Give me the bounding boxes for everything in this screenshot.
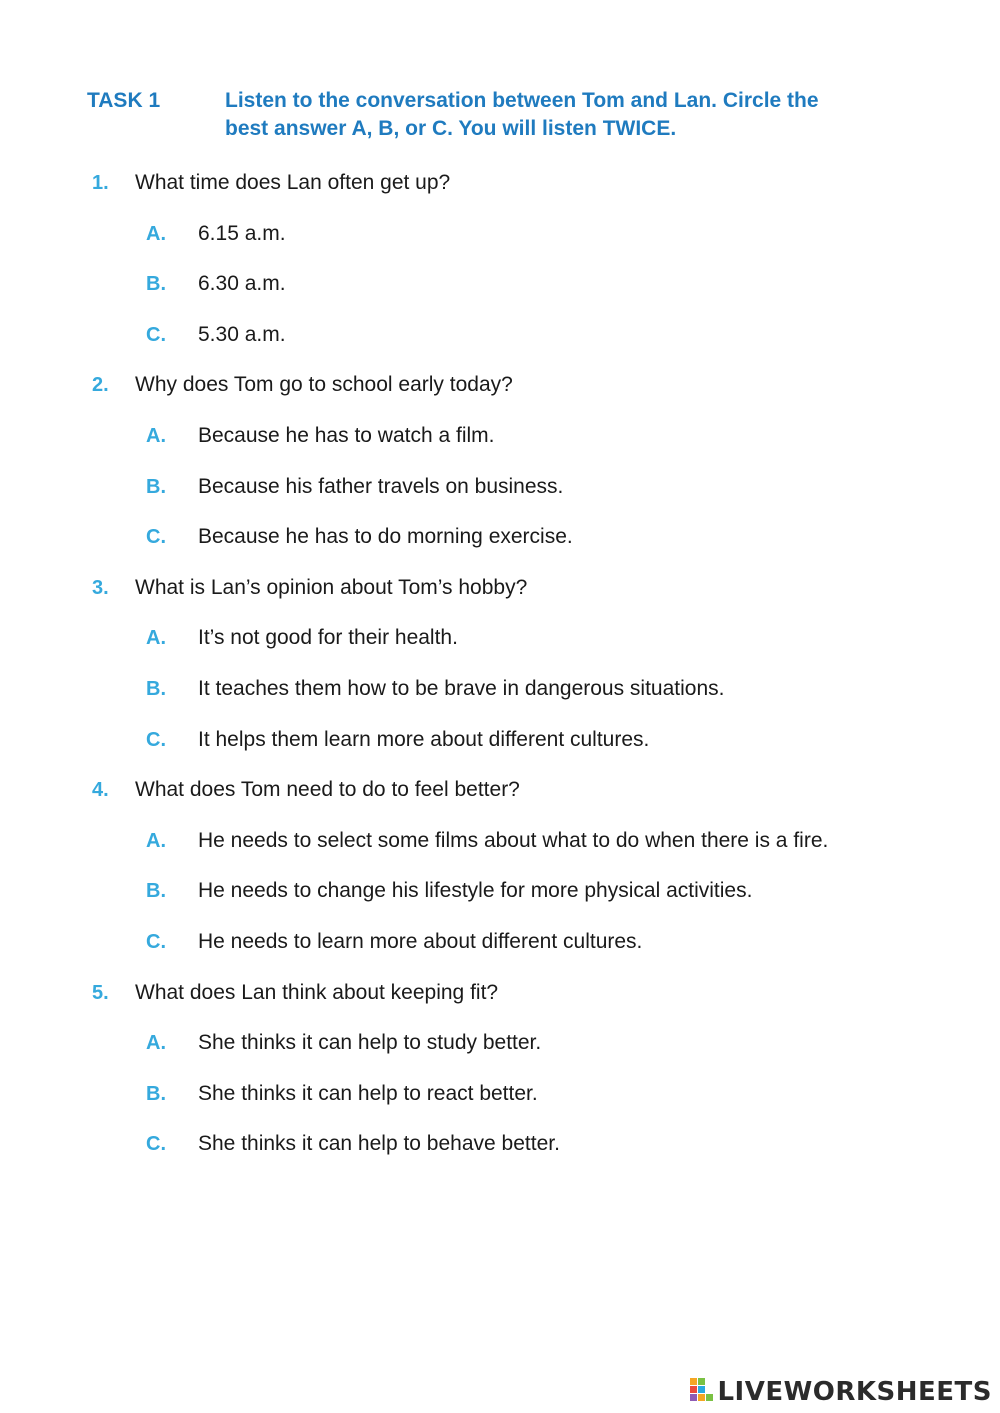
option-text: It’s not good for their health.	[198, 626, 458, 650]
option-letter: A.	[146, 829, 166, 852]
question-number: 3.	[92, 576, 109, 599]
option-text: She thinks it can help to study better.	[198, 1031, 542, 1055]
option-letter: A.	[146, 222, 166, 245]
option-text: He needs to select some films about what to do when there is a fire.	[198, 828, 829, 852]
option-text: Because he has to do morning exercise.	[198, 525, 573, 549]
option-text: He needs to change his lifestyle for more physical activities.	[198, 879, 753, 903]
option-letter: C.	[146, 526, 166, 549]
option-text: She thinks it can help to react better.	[198, 1081, 538, 1105]
question-1-option-c[interactable]	[92, 323, 972, 374]
question-4-option-b[interactable]	[92, 879, 972, 930]
option-text: 6.30 a.m.	[198, 272, 286, 296]
question-number: 4.	[92, 779, 109, 802]
question-2	[92, 373, 972, 424]
task-label: TASK 1	[87, 89, 161, 112]
question-2-option-c[interactable]	[92, 525, 972, 576]
option-letter: A.	[146, 627, 166, 650]
question-4-option-a[interactable]	[92, 829, 972, 880]
question-1-option-a[interactable]	[92, 222, 972, 273]
question-4-option-c[interactable]	[92, 930, 972, 981]
option-text: Because his father travels on business.	[198, 474, 564, 498]
liveworksheets-logo[interactable]	[690, 1375, 992, 1409]
liveworksheets-logo-icon	[690, 1378, 714, 1406]
option-letter: B.	[146, 1082, 166, 1105]
question-5-option-a[interactable]	[92, 1031, 972, 1082]
question-4	[92, 778, 972, 829]
question-5-option-b[interactable]	[92, 1082, 972, 1133]
task-header	[87, 87, 927, 143]
option-text: It teaches them how to be brave in dangerous situations.	[198, 676, 725, 700]
question-text: What does Lan think about keeping fit?	[135, 980, 499, 1004]
question-3	[92, 576, 972, 627]
option-letter: B.	[146, 677, 166, 700]
question-5-option-c[interactable]	[92, 1132, 972, 1183]
liveworksheets-logo-text: LIVEWORKSHEETS	[717, 1377, 992, 1407]
question-3-option-c[interactable]	[92, 728, 972, 779]
task-instruction-line-2: best answer A, B, or C. You will listen TWICE.	[225, 117, 677, 140]
question-3-option-a[interactable]	[92, 626, 972, 677]
question-3-option-b[interactable]	[92, 677, 972, 728]
question-1	[92, 171, 972, 222]
question-5	[92, 981, 972, 1032]
option-letter: A.	[146, 1032, 166, 1055]
question-number: 5.	[92, 981, 109, 1004]
question-number: 1.	[92, 172, 109, 194]
option-text: 6.15 a.m.	[198, 221, 286, 245]
task-instruction	[225, 87, 927, 143]
question-2-option-b[interactable]	[92, 475, 972, 526]
option-letter: A.	[146, 424, 166, 447]
question-text: What is Lan’s opinion about Tom’s hobby?	[135, 575, 528, 599]
option-text: 5.30 a.m.	[198, 322, 286, 346]
option-text: She thinks it can help to behave better.	[198, 1132, 560, 1156]
option-text: Because he has to watch a film.	[198, 423, 495, 447]
task-instruction-line-1: Listen to the conversation between Tom and Lan. Circle the	[225, 89, 819, 112]
option-letter: C.	[146, 930, 166, 953]
question-text: Why does Tom go to school early today?	[135, 373, 513, 397]
option-letter: C.	[146, 1133, 166, 1156]
question-1-option-b[interactable]	[92, 272, 972, 323]
question-list	[92, 171, 972, 1183]
option-text: It helps them learn more about different cultures.	[198, 727, 650, 751]
question-number: 2.	[92, 374, 109, 397]
option-letter: B.	[146, 880, 166, 903]
question-2-option-a[interactable]	[92, 424, 972, 475]
option-letter: B.	[146, 475, 166, 498]
question-text: What time does Lan often get up?	[135, 171, 451, 194]
question-text: What does Tom need to do to feel better?	[135, 778, 520, 802]
option-letter: B.	[146, 273, 166, 296]
option-letter: C.	[146, 323, 166, 346]
option-letter: C.	[146, 728, 166, 751]
option-text: He needs to learn more about different cultures.	[198, 929, 643, 953]
